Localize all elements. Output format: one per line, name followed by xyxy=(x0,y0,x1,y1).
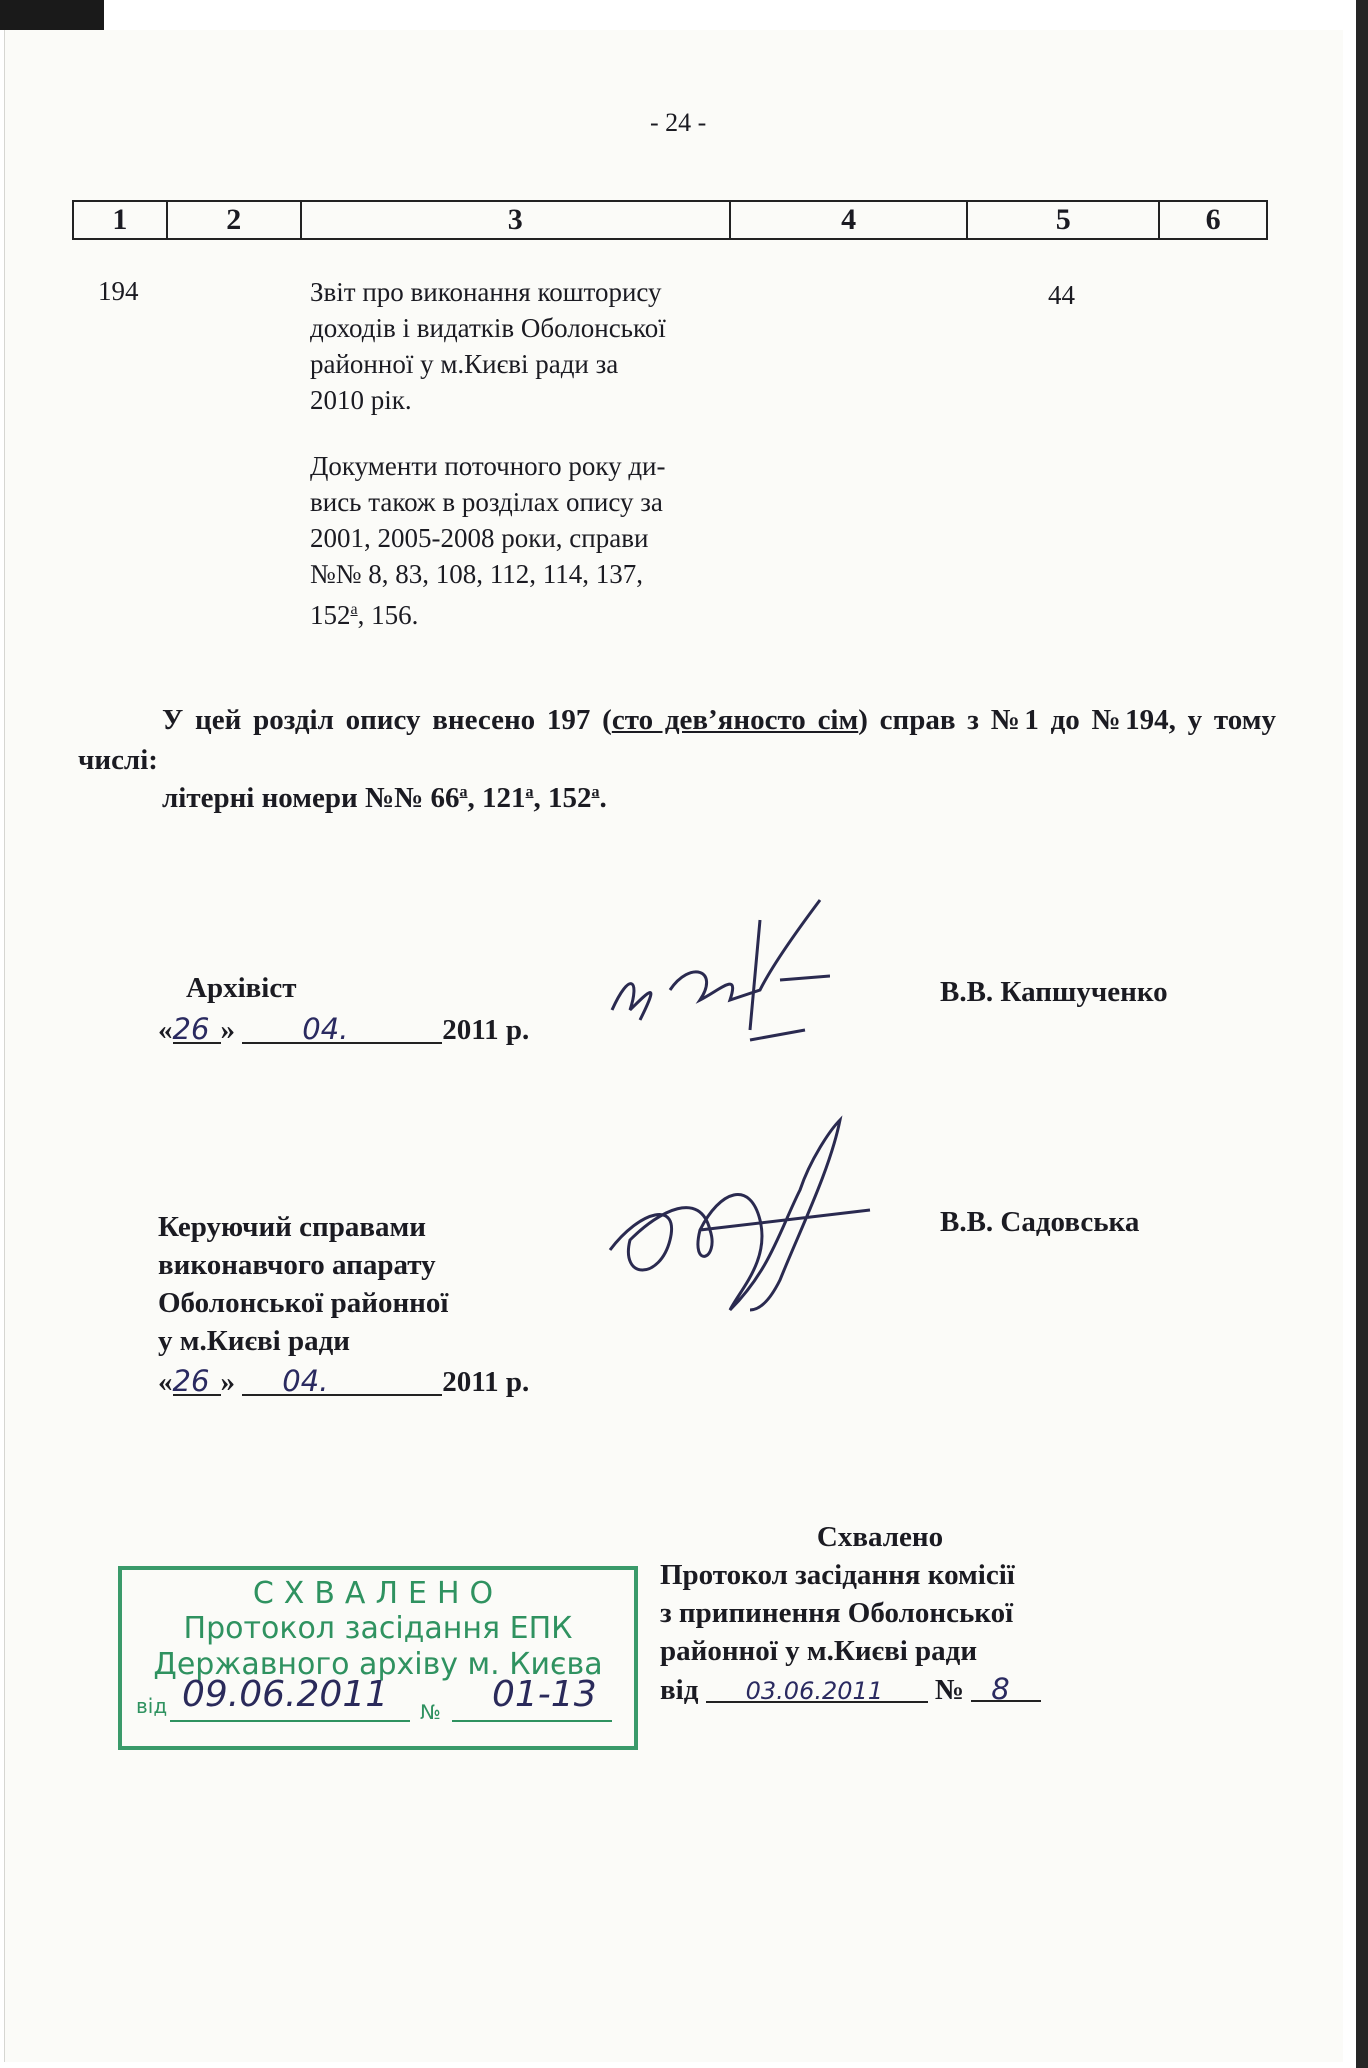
handwritten-month: 04. xyxy=(282,1364,329,1398)
summary-words: сто дев’яносто сім xyxy=(611,704,859,736)
signature-manager xyxy=(600,1110,880,1320)
stamp-num-label: № xyxy=(420,1700,441,1724)
approval-line: районної у м.Києві ради xyxy=(660,1635,978,1667)
manager-title-line: Керуючий справами xyxy=(158,1211,426,1243)
entry-note-line xyxy=(310,592,750,633)
approval-line: Протокол засідання комісії xyxy=(660,1559,1015,1591)
quote-close: » xyxy=(220,1366,235,1398)
stamp-date-line xyxy=(170,1720,410,1722)
col-header-5: 5 xyxy=(967,201,1159,239)
approval-heading: Схвалено xyxy=(816,1521,944,1553)
manager-date xyxy=(158,1364,529,1399)
entry-title-line: доходів і видатків Оболонської xyxy=(310,313,666,343)
manager-name: В.В. Садовська xyxy=(940,1206,1140,1238)
quote-open: « xyxy=(158,1014,173,1046)
handwritten-day: 26 xyxy=(172,1012,210,1046)
day-blank xyxy=(173,1012,221,1044)
col-header-3: 3 xyxy=(301,201,730,239)
entry-title-line: 2010 рік. xyxy=(310,385,412,415)
archivist-date xyxy=(158,1012,529,1047)
quote-close: » xyxy=(220,1014,235,1046)
entry-note-line: Документи поточного року ди- xyxy=(310,451,666,481)
lit-mid: , 121 xyxy=(467,782,526,814)
stamp-line: Державного архіву м. Києва xyxy=(153,1647,603,1682)
entry-title xyxy=(310,274,750,418)
entry-note-line: вись також в розділах опису за xyxy=(310,487,663,517)
archivist-name: В.В. Капшученко xyxy=(940,976,1168,1008)
handwritten-num: 8 xyxy=(991,1672,1010,1706)
stamp-line: Протокол засідання ЕПК xyxy=(183,1611,573,1646)
page-number: - 24 - xyxy=(650,108,707,137)
manager-title-line: Оболонської районної xyxy=(158,1287,449,1319)
approval-stamp xyxy=(118,1566,638,1750)
entry-note-line: №№ 8, 83, 108, 112, 114, 137, xyxy=(310,559,644,589)
handwritten-month: 04. xyxy=(302,1012,349,1046)
handwritten-date: 03.06.2011 xyxy=(745,1677,884,1705)
handwritten-day: 26 xyxy=(172,1364,210,1398)
stamp-num-line xyxy=(452,1720,612,1722)
archivist-title: Архівіст xyxy=(186,972,297,1004)
entry-note xyxy=(310,448,750,633)
approval-line: з припинення Оболонської xyxy=(660,1597,1014,1629)
manager-title-line: у м.Києві ради xyxy=(158,1325,350,1357)
lit-sup: а xyxy=(525,783,534,801)
note-num: 152 xyxy=(310,600,351,630)
col-header-6: 6 xyxy=(1159,201,1267,239)
lit-label: літерні номери №№ 66 xyxy=(162,782,460,814)
entry-title-line: районної у м.Києві ради за xyxy=(310,349,619,379)
literal-numbers xyxy=(162,782,607,815)
stamp-heading: СХВАЛЕНО xyxy=(252,1576,504,1611)
column-header-table xyxy=(72,200,1268,240)
month-blank xyxy=(242,1364,442,1396)
scan-edge-left xyxy=(0,0,104,30)
note-tail: , 156. xyxy=(357,600,419,630)
lit-sup: а xyxy=(591,783,600,801)
entry-title-line: Звіт про виконання кошторису xyxy=(310,277,662,307)
stamp-handwritten-num: 01-13 xyxy=(492,1674,597,1715)
col-header-2: 2 xyxy=(167,201,301,239)
summary-paragraph xyxy=(78,700,1276,780)
approval-num-blank xyxy=(971,1670,1041,1706)
lit-mid: , 152 xyxy=(533,782,592,814)
quote-open: « xyxy=(158,1366,173,1398)
num-label: № xyxy=(934,1674,965,1706)
approval-commission xyxy=(660,1518,1100,1709)
month-blank xyxy=(242,1012,442,1044)
summary-post: ) справ з №1 до №194, у тому числі: xyxy=(78,704,1276,776)
summary-pre: У цей розділ опису внесено 197 ( xyxy=(162,704,612,736)
stamp-from-label: від xyxy=(136,1694,168,1718)
entry-note-line: 2001, 2005-2008 роки, справи xyxy=(310,523,649,553)
entry-sheet-count: 44 xyxy=(1048,280,1075,310)
approval-date-blank xyxy=(706,1671,928,1703)
col-header-1: 1 xyxy=(73,201,167,239)
signature-archivist xyxy=(600,880,830,1050)
lit-end: . xyxy=(599,782,607,814)
col-header-4: 4 xyxy=(730,201,968,239)
stamp-handwritten-date: 09.06.2011 xyxy=(182,1674,389,1715)
note-sup: а xyxy=(350,601,358,618)
manager-title-line: виконавчого апарату xyxy=(158,1249,436,1281)
day-blank xyxy=(173,1364,221,1396)
manager-title xyxy=(158,1208,448,1360)
entry-number: 194 xyxy=(98,276,139,306)
lit-sup: а xyxy=(459,783,468,801)
date-year: 2011 р. xyxy=(442,1014,530,1046)
scan-edge-right xyxy=(1356,0,1368,2068)
from-label: від xyxy=(660,1674,699,1706)
date-year: 2011 р. xyxy=(442,1366,530,1398)
approval-date-line xyxy=(660,1670,1100,1709)
